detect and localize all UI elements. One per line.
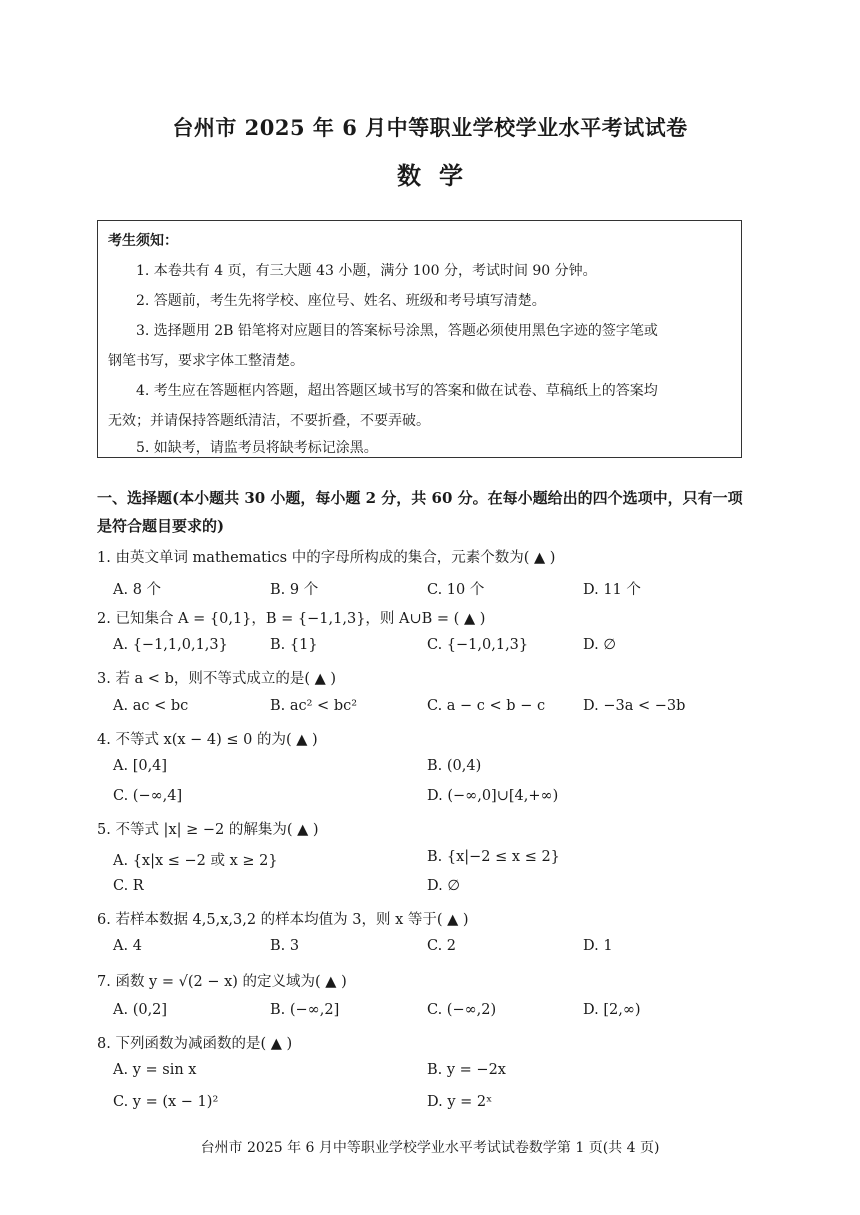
question-stem: 8. 下列函数为减函数的是( ▲ ) — [97, 1036, 293, 1052]
section-heading: 一、选择题(本小题共 30 小题，每小题 2 分，共 60 分。在每小题给出的四个选项中，只有一项 — [97, 489, 743, 507]
option-b: B. (0,4) — [427, 758, 482, 774]
exam-title: 台州市 2025 年 6 月中等职业学校学业水平考试试卷 — [172, 115, 688, 140]
option-c: C. a − c < b − c — [427, 698, 546, 714]
notice-line: 2. 答题前，考生先将学校、座位号、姓名、班级和考号填写清楚。 — [136, 293, 546, 309]
notice-line: 1. 本卷共有 4 页，有三大题 43 小题，满分 100 分，考试时间 90 分钟。 — [136, 263, 597, 279]
option-b: B. y = −2x — [427, 1062, 506, 1078]
subject-title: 数学 — [397, 161, 481, 190]
option-d: D. [2,∞) — [583, 1002, 641, 1018]
section-heading-cont: 是符合题目要求的) — [97, 517, 225, 535]
question-stem: 1. 由英文单词 mathematics 中的字母所构成的集合，元素个数为( ▲ ) — [97, 550, 556, 566]
option-d: D. −3a < −3b — [583, 698, 686, 714]
option-c: C. {−1,0,1,3} — [427, 637, 529, 653]
option-c: C. (−∞,2) — [427, 1002, 497, 1018]
option-c: C. (−∞,4] — [113, 788, 183, 804]
option-d: D. 1 — [583, 938, 613, 954]
question-stem: 4. 不等式 x(x − 4) ≤ 0 的为( ▲ ) — [97, 732, 318, 748]
notice-box — [97, 220, 742, 458]
question-stem: 2. 已知集合 A = {0,1}，B = {−1,1,3}，则 A∪B = ( ▲ ) — [97, 611, 486, 627]
option-a: A. {−1,1,0,1,3} — [113, 637, 228, 653]
option-b: B. {1} — [270, 637, 318, 653]
option-b: B. 3 — [270, 938, 300, 954]
option-c: C. y = (x − 1)² — [113, 1094, 219, 1110]
option-d: D. (−∞,0]∪[4,+∞) — [427, 788, 559, 804]
question-stem: 5. 不等式 |x| ≥ −2 的解集为( ▲ ) — [97, 822, 319, 838]
option-b: B. (−∞,2] — [270, 1002, 340, 1018]
option-a: A. 4 — [113, 938, 142, 954]
option-c: C. 10 个 — [427, 582, 485, 598]
option-d: D. 11 个 — [583, 582, 641, 598]
option-a: A. ac < bc — [113, 698, 189, 714]
option-d: D. ∅ — [583, 637, 616, 653]
notice-line: 5. 如缺考，请监考员将缺考标记涂黑。 — [136, 440, 378, 456]
question-stem: 7. 函数 y = √(2 − x) 的定义域为( ▲ ) — [97, 974, 347, 990]
option-c: C. R — [113, 878, 144, 894]
option-d: D. y = 2ˣ — [427, 1094, 493, 1110]
notice-line: 钢笔书写，要求字体工整清楚。 — [108, 353, 304, 369]
notice-line: 4. 考生应在答题框内答题，超出答题区域书写的答案和做在试卷、草稿纸上的答案均 — [136, 383, 658, 399]
question-stem: 6. 若样本数据 4,5,x,3,2 的样本均值为 3，则 x 等于( ▲ ) — [97, 912, 469, 928]
option-d: D. ∅ — [427, 878, 460, 894]
option-a: A. [0,4] — [113, 758, 168, 774]
option-a: A. (0,2] — [113, 1002, 168, 1018]
notice-title: 考生须知： — [108, 233, 178, 249]
option-a: A. 8 个 — [113, 582, 162, 598]
notice-line: 无效；并请保持答题纸清洁，不要折叠，不要弄破。 — [108, 413, 430, 429]
option-b: B. ac² < bc² — [270, 698, 358, 714]
page-footer: 台州市 2025 年 6 月中等职业学校学业水平考试试卷数学第 1 页(共 4 页) — [200, 1140, 660, 1156]
option-a: A. y = sin x — [113, 1062, 197, 1078]
option-b: B. {x|−2 ≤ x ≤ 2} — [427, 849, 560, 865]
option-c: C. 2 — [427, 938, 457, 954]
option-b: B. 9 个 — [270, 582, 319, 598]
option-a: A. {x|x ≤ −2 或 x ≥ 2} — [113, 853, 278, 869]
notice-line: 3. 选择题用 2B 铅笔将对应题目的答案标号涂黑，答题必须使用黑色字迹的签字笔或 — [136, 323, 658, 339]
question-stem: 3. 若 a < b，则不等式成立的是( ▲ ) — [97, 671, 337, 687]
